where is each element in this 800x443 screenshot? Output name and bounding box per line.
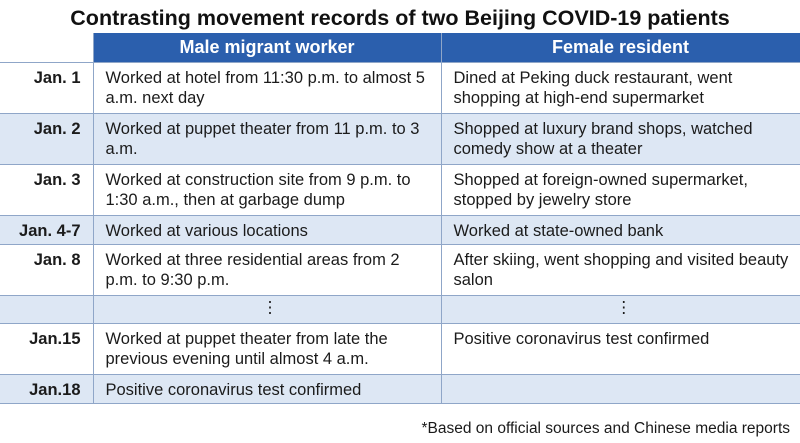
header-female-resident: Female resident	[441, 33, 800, 63]
table-row	[0, 63, 800, 114]
table-header-row	[0, 33, 800, 63]
table-row	[0, 216, 800, 245]
male-cell: Positive coronavirus test confirmed	[93, 375, 441, 404]
row-date: Jan. 4-7	[0, 216, 93, 245]
female-cell: Shopped at foreign-owned supermarket, stopped by jewelry store	[441, 165, 800, 216]
table-row	[0, 165, 800, 216]
table-row	[0, 245, 800, 296]
row-date: Jan.18	[0, 375, 93, 404]
male-ellipsis: ⋮	[93, 296, 441, 324]
female-ellipsis: ⋮	[441, 296, 800, 324]
table-row	[0, 324, 800, 375]
male-cell: Worked at puppet theater from late the previous evening until almost 4 a.m.	[93, 324, 441, 375]
row-date: Jan. 1	[0, 63, 93, 114]
male-cell: Worked at puppet theater from 11 p.m. to 3 a.m.	[93, 114, 441, 165]
female-cell: Dined at Peking duck restaurant, went shopping at high-end supermarket	[441, 63, 800, 114]
movement-records-table	[0, 33, 800, 404]
table-row	[0, 375, 800, 404]
row-date: Jan. 3	[0, 165, 93, 216]
header-date	[0, 33, 93, 63]
female-cell: Worked at state-owned bank	[441, 216, 800, 245]
row-date: Jan. 2	[0, 114, 93, 165]
male-cell: Worked at construction site from 9 p.m. to 1:30 a.m., then at garbage dump	[93, 165, 441, 216]
female-cell	[441, 375, 800, 404]
footnote: *Based on official sources and Chinese media reports	[421, 420, 790, 437]
female-cell: Positive coronavirus test confirmed	[441, 324, 800, 375]
female-cell: After skiing, went shopping and visited beauty salon	[441, 245, 800, 296]
table-row	[0, 114, 800, 165]
male-cell: Worked at hotel from 11:30 p.m. to almost 5 a.m. next day	[93, 63, 441, 114]
ellipsis-row	[0, 296, 800, 324]
male-cell: Worked at three residential areas from 2 p.m. to 9:30 p.m.	[93, 245, 441, 296]
row-date: Jan.15	[0, 324, 93, 375]
header-male-migrant-worker: Male migrant worker	[93, 33, 441, 63]
female-cell: Shopped at luxury brand shops, watched comedy show at a theater	[441, 114, 800, 165]
row-date: Jan. 8	[0, 245, 93, 296]
male-cell: Worked at various locations	[93, 216, 441, 245]
page-title: Contrasting movement records of two Beijing COVID-19 patients	[70, 6, 730, 30]
row-date	[0, 296, 93, 324]
